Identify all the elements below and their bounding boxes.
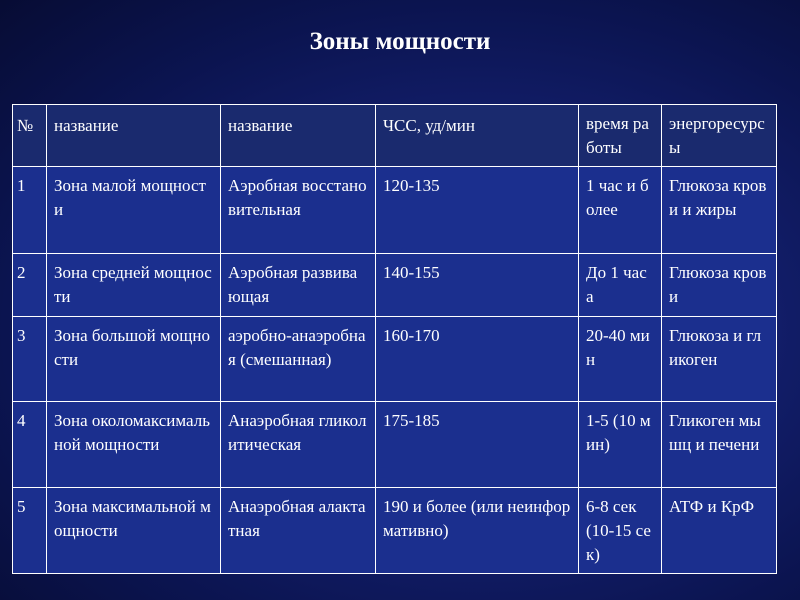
- cell-zone-type: Анаэробная гликолитическая: [221, 402, 376, 488]
- table-row: [13, 402, 777, 488]
- cell-zone-type: Анаэробная алактатная: [221, 488, 376, 574]
- cell-zone-name: Зона околомаксимальной мощности: [47, 402, 221, 488]
- cell-energy-resources: Глюкоза крови: [662, 254, 777, 317]
- header-name: название: [47, 105, 221, 167]
- table-row: [13, 167, 777, 254]
- slide-title: Зоны мощности: [309, 28, 491, 55]
- header-type: название: [221, 105, 376, 167]
- table-row: [13, 317, 777, 402]
- header-energy-resources: энергоресурсы: [662, 105, 777, 167]
- cell-duration: 1-5 (10 мин): [579, 402, 662, 488]
- cell-zone-name: Зона средней мощности: [47, 254, 221, 317]
- cell-energy-resources: АТФ и КрФ: [662, 488, 777, 574]
- cell-zone-type: Аэробная восстановительная: [221, 167, 376, 254]
- cell-number: 2: [13, 254, 47, 317]
- cell-heart-rate: 175-185: [376, 402, 579, 488]
- table-row: [13, 254, 777, 317]
- table-header-row: [13, 105, 777, 167]
- cell-heart-rate: 140-155: [376, 254, 579, 317]
- power-zones-table: [12, 104, 777, 574]
- cell-energy-resources: Глюкоза и гликоген: [662, 317, 777, 402]
- cell-energy-resources: Глюкоза крови и жиры: [662, 167, 777, 254]
- cell-duration: До 1 часа: [579, 254, 662, 317]
- cell-heart-rate: 160-170: [376, 317, 579, 402]
- cell-heart-rate: 190 и более (или неинформативно): [376, 488, 579, 574]
- cell-zone-name: Зона большой мощности: [47, 317, 221, 402]
- cell-zone-type: аэробно-анаэробная (смешанная): [221, 317, 376, 402]
- cell-zone-name: Зона малой мощности: [47, 167, 221, 254]
- cell-number: 4: [13, 402, 47, 488]
- table-row: [13, 488, 777, 574]
- cell-zone-type: Аэробная развивающая: [221, 254, 376, 317]
- cell-zone-name: Зона максимальной мощности: [47, 488, 221, 574]
- header-number: №: [13, 105, 47, 167]
- cell-duration: 6-8 сек (10-15 сек): [579, 488, 662, 574]
- cell-number: 5: [13, 488, 47, 574]
- cell-duration: 20-40 мин: [579, 317, 662, 402]
- cell-number: 1: [13, 167, 47, 254]
- cell-duration: 1 час и более: [579, 167, 662, 254]
- cell-number: 3: [13, 317, 47, 402]
- header-duration: время работы: [579, 105, 662, 167]
- cell-energy-resources: Гликоген мышц и печени: [662, 402, 777, 488]
- cell-heart-rate: 120-135: [376, 167, 579, 254]
- header-heart-rate: ЧСС, уд/мин: [376, 105, 579, 167]
